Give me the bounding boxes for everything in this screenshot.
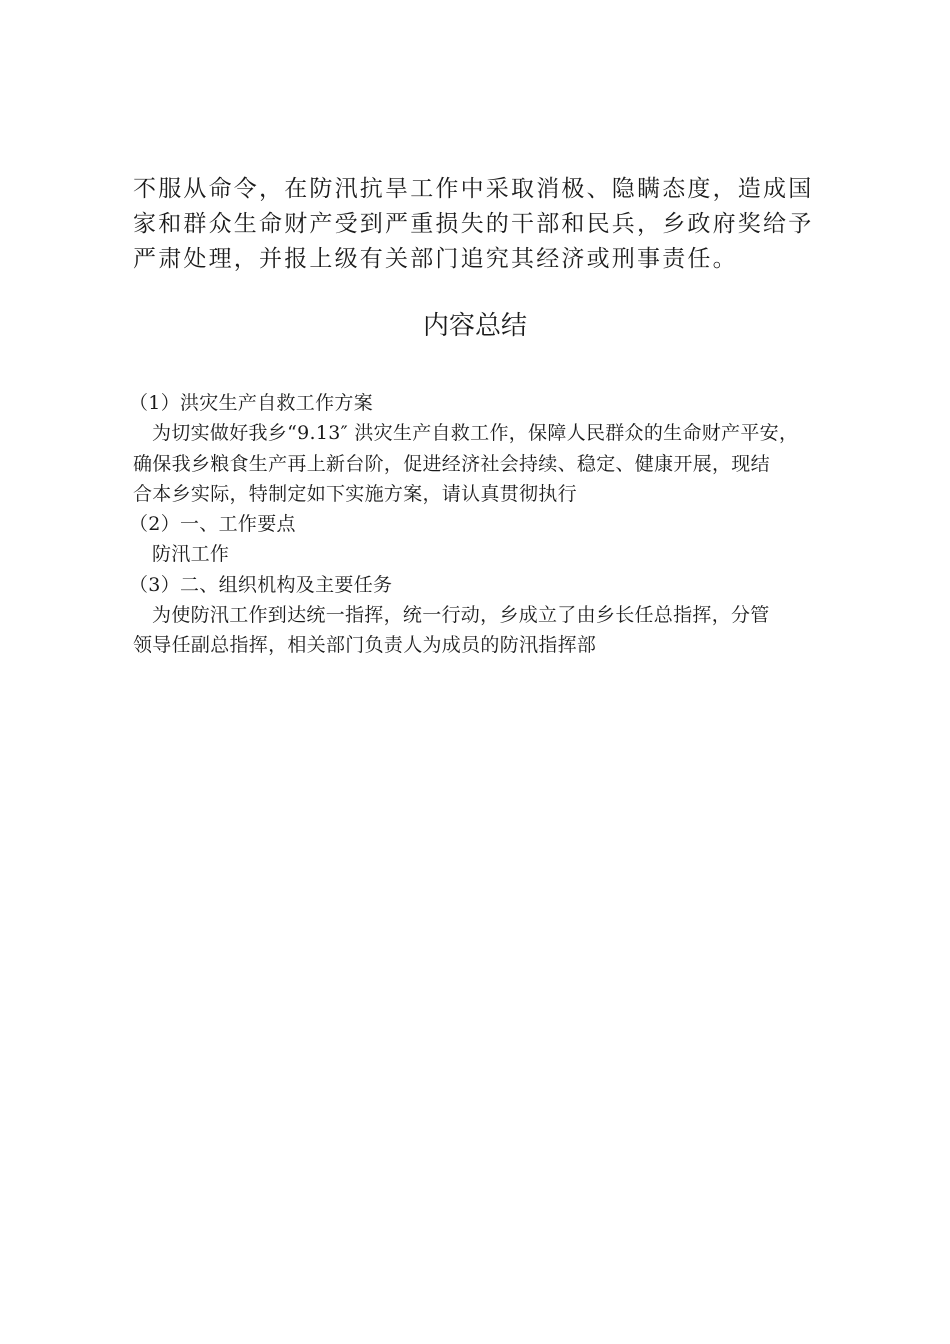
summary-item-text: 防汛工作 [152,543,230,566]
body-paragraph [133,172,833,277]
summary-item-text: 为使防汛工作到达统一指挥，统一行动，乡成立了由乡长任总指挥，分管 [152,604,770,627]
summary-item-text: 领导任副总指挥，相关部门负责人为成员的防汛指挥部 [133,634,597,657]
summary-item-heading: （2）一、工作要点 [129,513,296,536]
summary-item-text: 确保我乡粮食生产再上新台阶，促进经济社会持续、稳定、健康开展，现结 [133,452,770,475]
paragraph-line: 不服从命令，在防汛抗旱工作中采取消极、隐瞒态度，造成国 [133,176,814,202]
paragraph-line: 家和群众生命财产受到严重损失的干部和民兵，乡政府奖给予 [133,211,814,237]
summary-item-text: 合本乡实际，特制定如下实施方案，请认真贯彻执行 [133,482,577,505]
summary-item-heading: （3）二、组织机构及主要任务 [129,573,393,596]
summary-title: 内容总结 [422,311,527,341]
summary-item-heading: （1）洪灾生产自救工作方案 [129,392,373,414]
summary-section [129,388,833,661]
summary-item-text: 为切实做好我乡“9.13″ 洪灾生产自救工作，保障人民群众的生命财产平安， [152,422,799,445]
paragraph-line: 严肃处理，并报上级有关部门追究其经济或刑事责任。 [133,246,738,272]
